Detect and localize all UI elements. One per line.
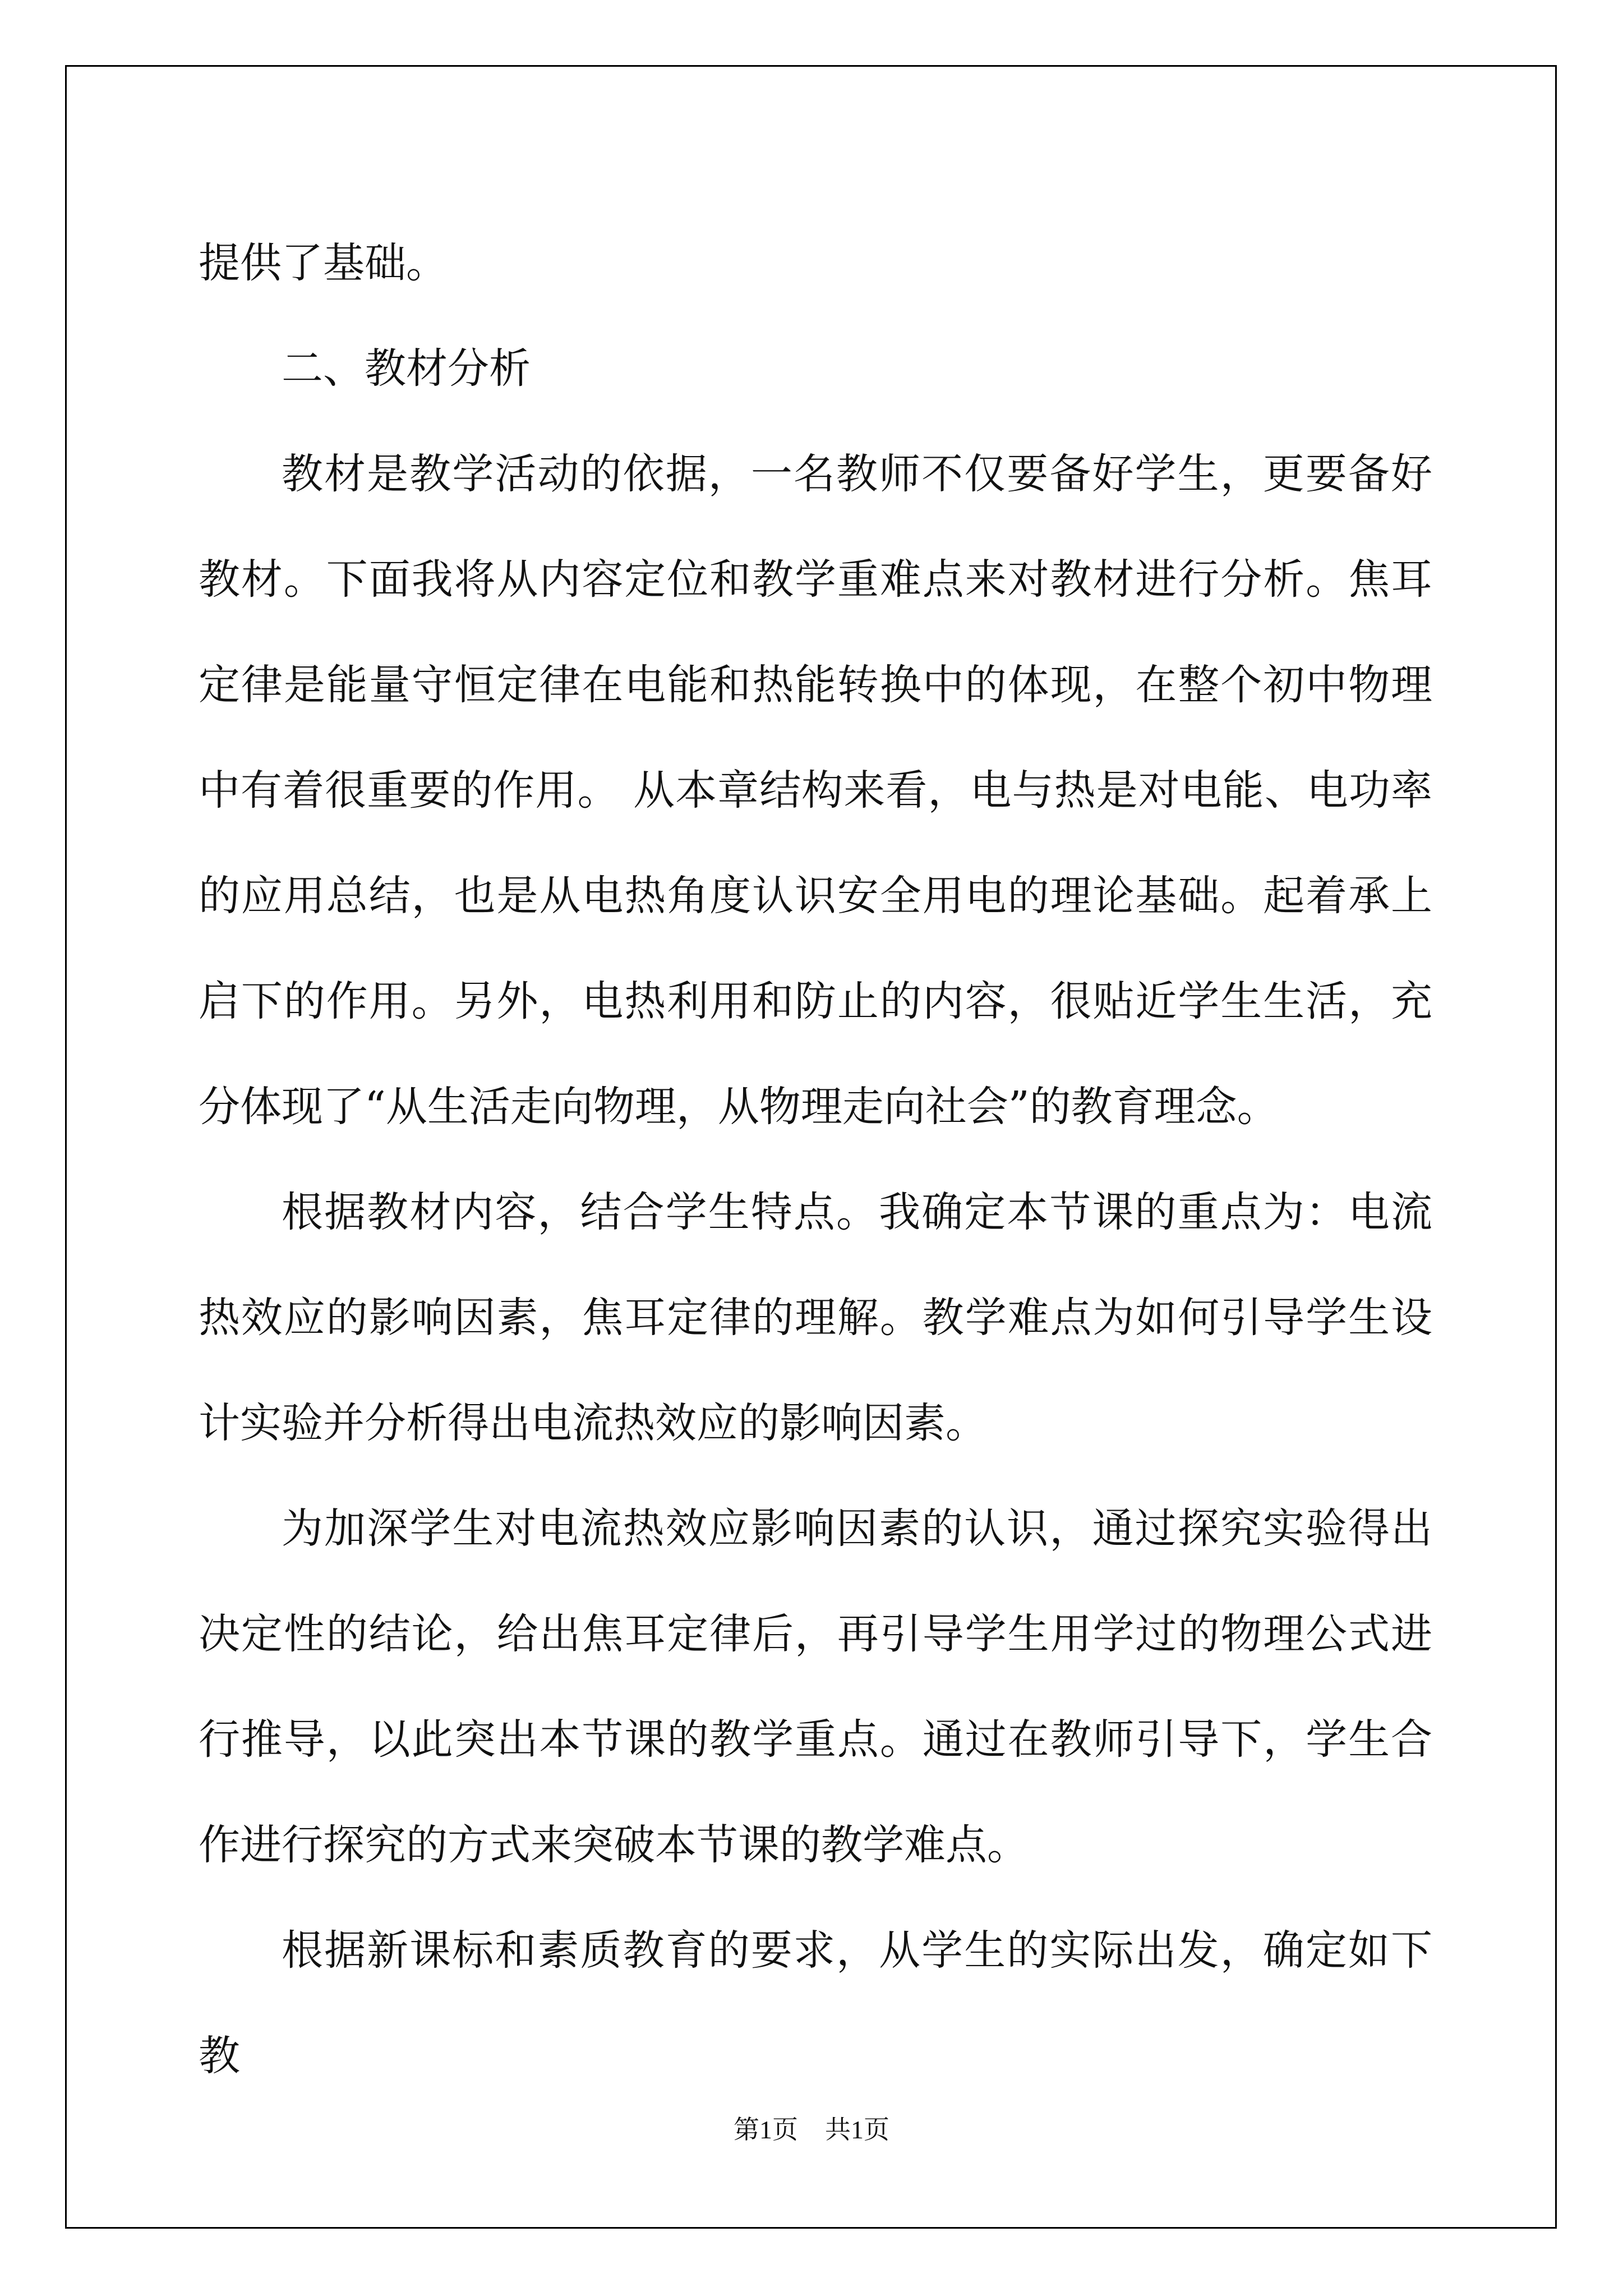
paragraph-objectives-intro: 根据新课标和素质教育的要求，从学生的实际出发，确定如下教 <box>199 1926 1432 2080</box>
page-number: 第1页 <box>734 2115 798 2144</box>
paragraph-textbook-analysis: 教材是教学活动的依据，一名教师不仅要备好学生，更要备好教材。下面我将从内容定位和教学重难点来对教材进行分析。焦耳定律是能量守恒定律在电能和热能转换中的体现，在整个初中物理中有着很重要的作用。 从本章结构来看，电与热是对电能、电功率的应用总结，也是从电热角度认识安全用电的理论基础。起着承上启下的作用。另外，电热利用和防止的内容，很贴近学生生活，充分体现了“从生活走向物理，从物理走向社会”的教育理念。 <box>199 450 1432 1131</box>
paragraph-teaching-approach: 为加深学生对电流热效应影响因素的认识，通过探究实验得出决定性的结论，给出焦耳定律后，再引导学生用学过的物理公式进行推导，以此突出本节课的教学重点。通过在教师引导下，学生合作进行探究的方式来突破本节课的教学难点。 <box>199 1504 1432 1869</box>
page-footer <box>0 2109 1623 2146</box>
document-body <box>199 210 1432 2109</box>
paragraph-continuation: 提供了基础。 <box>199 239 448 287</box>
page-total: 共1页 <box>825 2115 889 2144</box>
section-heading: 二、教材分析 <box>282 344 531 393</box>
paragraph-key-points: 根据教材内容，结合学生特点。我确定本节课的重点为：电流热效应的影响因素，焦耳定律的理解。教学难点为如何引导学生设计实验并分析得出电流热效应的影响因素。 <box>199 1188 1432 1447</box>
